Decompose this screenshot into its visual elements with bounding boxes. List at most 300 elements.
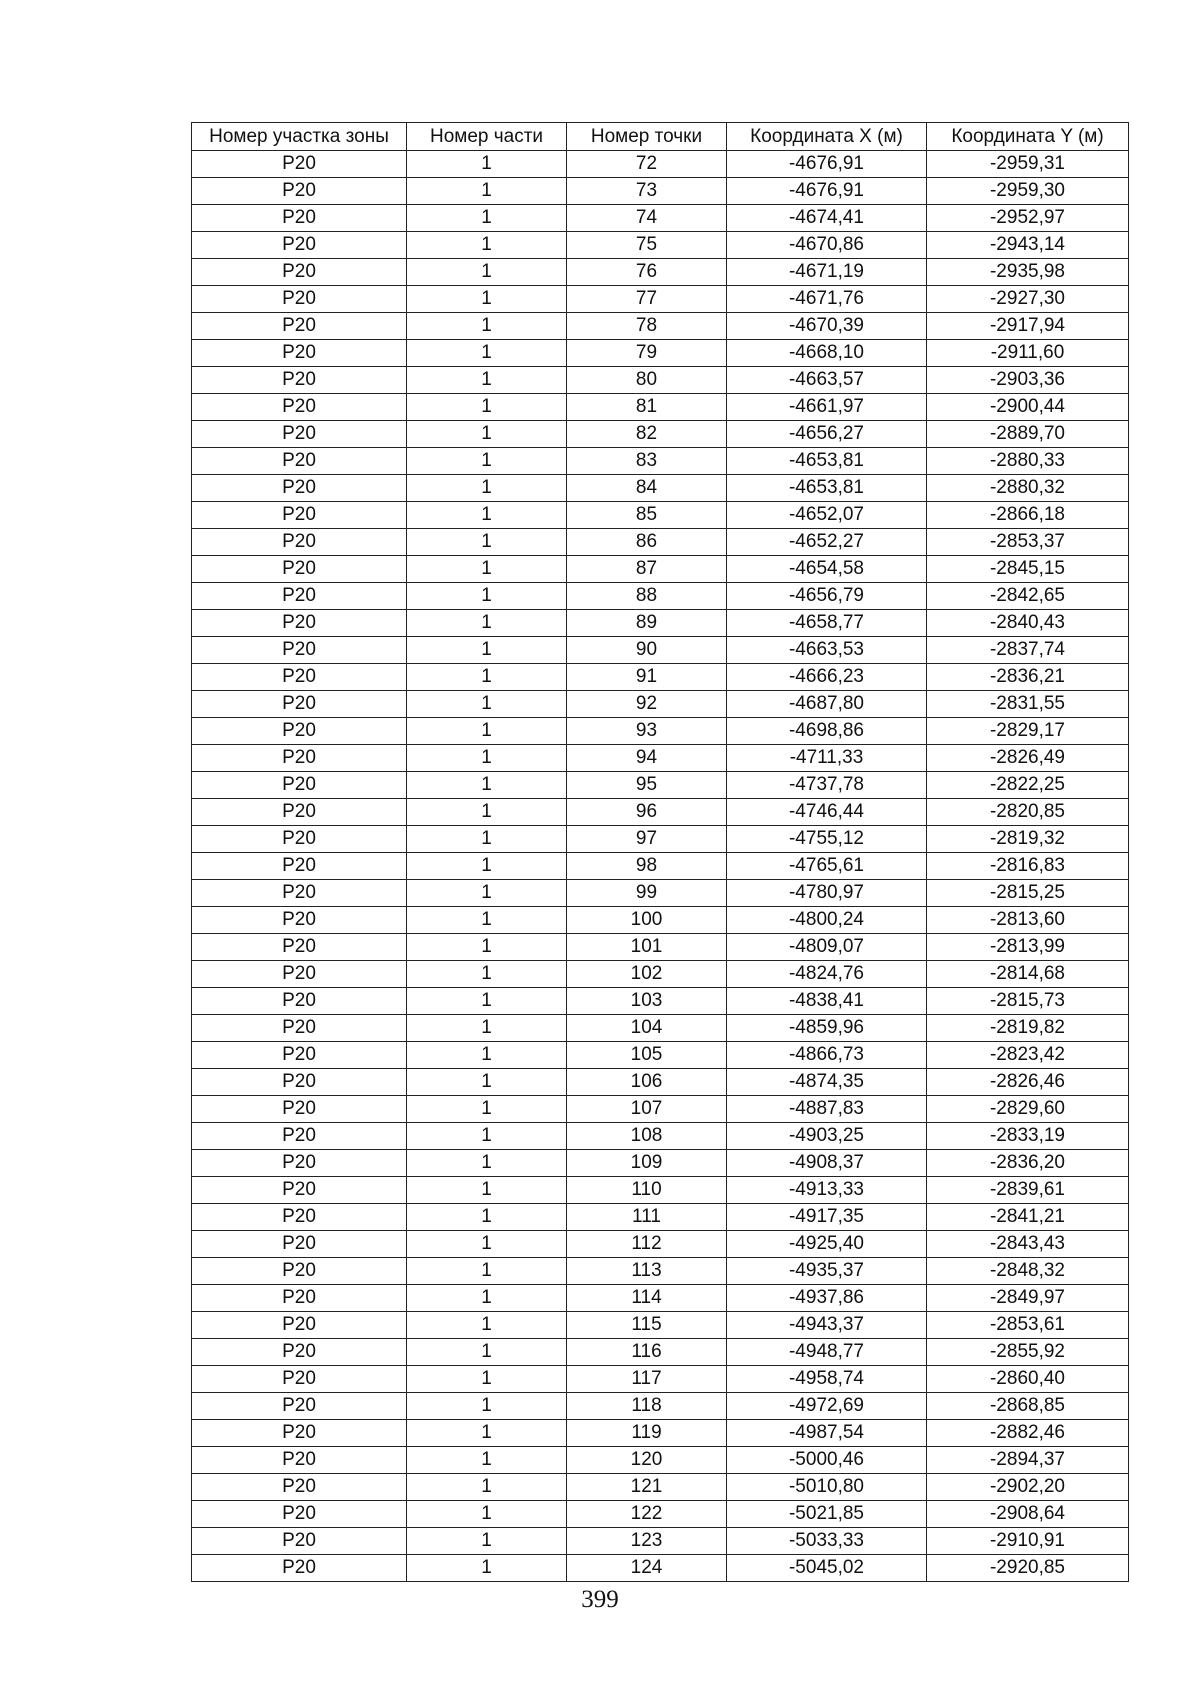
cell-point-number: 122 xyxy=(567,1501,727,1528)
cell-zone-section: Р20 xyxy=(192,232,407,259)
cell-zone-section: Р20 xyxy=(192,394,407,421)
table-row xyxy=(192,1177,1129,1204)
cell-coordinate-y: -2826,49 xyxy=(927,745,1129,772)
cell-zone-section: Р20 xyxy=(192,556,407,583)
cell-coordinate-y: -2840,43 xyxy=(927,610,1129,637)
coordinates-table xyxy=(191,122,1129,1582)
cell-point-number: 95 xyxy=(567,772,727,799)
cell-coordinate-x: -4687,80 xyxy=(727,691,927,718)
cell-coordinate-x: -4987,54 xyxy=(727,1420,927,1447)
table-row xyxy=(192,880,1129,907)
cell-coordinate-x: -4908,37 xyxy=(727,1150,927,1177)
cell-zone-section: Р20 xyxy=(192,1366,407,1393)
cell-zone-section: Р20 xyxy=(192,583,407,610)
cell-part-number: 1 xyxy=(407,1339,567,1366)
table-row xyxy=(192,178,1129,205)
table-row xyxy=(192,1258,1129,1285)
cell-part-number: 1 xyxy=(407,583,567,610)
cell-point-number: 109 xyxy=(567,1150,727,1177)
cell-coordinate-x: -4656,27 xyxy=(727,421,927,448)
table-row xyxy=(192,1447,1129,1474)
cell-coordinate-x: -4711,33 xyxy=(727,745,927,772)
table-row xyxy=(192,610,1129,637)
cell-zone-section: Р20 xyxy=(192,637,407,664)
cell-coordinate-y: -2900,44 xyxy=(927,394,1129,421)
cell-point-number: 120 xyxy=(567,1447,727,1474)
cell-point-number: 118 xyxy=(567,1393,727,1420)
cell-coordinate-y: -2920,85 xyxy=(927,1555,1129,1582)
cell-zone-section: Р20 xyxy=(192,1474,407,1501)
cell-point-number: 114 xyxy=(567,1285,727,1312)
cell-coordinate-y: -2860,40 xyxy=(927,1366,1129,1393)
cell-point-number: 124 xyxy=(567,1555,727,1582)
cell-point-number: 93 xyxy=(567,718,727,745)
cell-coordinate-x: -4903,25 xyxy=(727,1123,927,1150)
table-row xyxy=(192,826,1129,853)
cell-zone-section: Р20 xyxy=(192,961,407,988)
cell-part-number: 1 xyxy=(407,1204,567,1231)
cell-coordinate-y: -2911,60 xyxy=(927,340,1129,367)
cell-part-number: 1 xyxy=(407,502,567,529)
cell-part-number: 1 xyxy=(407,259,567,286)
cell-coordinate-y: -2833,19 xyxy=(927,1123,1129,1150)
table-header xyxy=(192,123,1129,151)
table-row xyxy=(192,772,1129,799)
table-row xyxy=(192,1393,1129,1420)
header-row xyxy=(192,123,1129,151)
cell-zone-section: Р20 xyxy=(192,664,407,691)
cell-coordinate-y: -2814,68 xyxy=(927,961,1129,988)
table-row xyxy=(192,745,1129,772)
cell-point-number: 91 xyxy=(567,664,727,691)
cell-point-number: 86 xyxy=(567,529,727,556)
cell-coordinate-x: -4676,91 xyxy=(727,178,927,205)
table-row xyxy=(192,394,1129,421)
cell-coordinate-y: -2815,73 xyxy=(927,988,1129,1015)
cell-coordinate-y: -2839,61 xyxy=(927,1177,1129,1204)
cell-zone-section: Р20 xyxy=(192,1015,407,1042)
cell-zone-section: Р20 xyxy=(192,529,407,556)
cell-zone-section: Р20 xyxy=(192,1123,407,1150)
cell-point-number: 113 xyxy=(567,1258,727,1285)
table-row xyxy=(192,853,1129,880)
cell-coordinate-y: -2843,43 xyxy=(927,1231,1129,1258)
cell-coordinate-y: -2952,97 xyxy=(927,205,1129,232)
cell-coordinate-x: -4765,61 xyxy=(727,853,927,880)
cell-part-number: 1 xyxy=(407,1501,567,1528)
table-row xyxy=(192,718,1129,745)
cell-part-number: 1 xyxy=(407,691,567,718)
cell-coordinate-x: -4663,57 xyxy=(727,367,927,394)
cell-point-number: 115 xyxy=(567,1312,727,1339)
cell-coordinate-y: -2889,70 xyxy=(927,421,1129,448)
cell-coordinate-y: -2815,25 xyxy=(927,880,1129,907)
cell-zone-section: Р20 xyxy=(192,745,407,772)
table-row xyxy=(192,934,1129,961)
cell-zone-section: Р20 xyxy=(192,205,407,232)
cell-coordinate-x: -5000,46 xyxy=(727,1447,927,1474)
cell-zone-section: Р20 xyxy=(192,1150,407,1177)
cell-coordinate-x: -4824,76 xyxy=(727,961,927,988)
cell-part-number: 1 xyxy=(407,1393,567,1420)
cell-coordinate-x: -4755,12 xyxy=(727,826,927,853)
cell-coordinate-x: -4935,37 xyxy=(727,1258,927,1285)
table-row xyxy=(192,637,1129,664)
cell-point-number: 84 xyxy=(567,475,727,502)
cell-zone-section: Р20 xyxy=(192,1177,407,1204)
cell-coordinate-x: -4652,27 xyxy=(727,529,927,556)
cell-part-number: 1 xyxy=(407,934,567,961)
cell-part-number: 1 xyxy=(407,1474,567,1501)
cell-zone-section: Р20 xyxy=(192,1042,407,1069)
table-row xyxy=(192,448,1129,475)
cell-zone-section: Р20 xyxy=(192,718,407,745)
cell-part-number: 1 xyxy=(407,880,567,907)
cell-part-number: 1 xyxy=(407,313,567,340)
table-row xyxy=(192,502,1129,529)
cell-zone-section: Р20 xyxy=(192,1258,407,1285)
cell-coordinate-y: -2908,64 xyxy=(927,1501,1129,1528)
table-body xyxy=(192,151,1129,1582)
cell-point-number: 88 xyxy=(567,583,727,610)
cell-part-number: 1 xyxy=(407,799,567,826)
table-row xyxy=(192,988,1129,1015)
cell-zone-section: Р20 xyxy=(192,907,407,934)
cell-coordinate-y: -2935,98 xyxy=(927,259,1129,286)
cell-point-number: 110 xyxy=(567,1177,727,1204)
cell-zone-section: Р20 xyxy=(192,1231,407,1258)
header-zone-section-number: Номер участка зоны xyxy=(192,123,407,151)
cell-part-number: 1 xyxy=(407,205,567,232)
cell-coordinate-x: -4671,19 xyxy=(727,259,927,286)
cell-coordinate-x: -4658,77 xyxy=(727,610,927,637)
table-row xyxy=(192,1069,1129,1096)
cell-coordinate-x: -4653,81 xyxy=(727,475,927,502)
cell-point-number: 99 xyxy=(567,880,727,907)
table-row xyxy=(192,475,1129,502)
cell-zone-section: Р20 xyxy=(192,1069,407,1096)
cell-coordinate-y: -2819,32 xyxy=(927,826,1129,853)
cell-coordinate-x: -4746,44 xyxy=(727,799,927,826)
cell-point-number: 100 xyxy=(567,907,727,934)
cell-point-number: 82 xyxy=(567,421,727,448)
cell-coordinate-y: -2813,99 xyxy=(927,934,1129,961)
header-coordinate-y: Координата Y (м) xyxy=(927,123,1129,151)
cell-coordinate-y: -2831,55 xyxy=(927,691,1129,718)
cell-coordinate-y: -2880,32 xyxy=(927,475,1129,502)
cell-coordinate-x: -4670,39 xyxy=(727,313,927,340)
table-row xyxy=(192,961,1129,988)
cell-part-number: 1 xyxy=(407,826,567,853)
cell-point-number: 89 xyxy=(567,610,727,637)
table-row xyxy=(192,205,1129,232)
cell-zone-section: Р20 xyxy=(192,691,407,718)
cell-part-number: 1 xyxy=(407,475,567,502)
cell-part-number: 1 xyxy=(407,151,567,178)
cell-point-number: 77 xyxy=(567,286,727,313)
cell-zone-section: Р20 xyxy=(192,934,407,961)
cell-point-number: 117 xyxy=(567,1366,727,1393)
cell-coordinate-y: -2845,15 xyxy=(927,556,1129,583)
cell-coordinate-y: -2837,74 xyxy=(927,637,1129,664)
cell-zone-section: Р20 xyxy=(192,286,407,313)
cell-coordinate-x: -4958,74 xyxy=(727,1366,927,1393)
cell-zone-section: Р20 xyxy=(192,880,407,907)
table-row xyxy=(192,421,1129,448)
cell-point-number: 97 xyxy=(567,826,727,853)
cell-part-number: 1 xyxy=(407,1285,567,1312)
cell-point-number: 121 xyxy=(567,1474,727,1501)
table-row xyxy=(192,799,1129,826)
table-row xyxy=(192,1204,1129,1231)
cell-point-number: 73 xyxy=(567,178,727,205)
cell-coordinate-x: -4917,35 xyxy=(727,1204,927,1231)
cell-coordinate-x: -4838,41 xyxy=(727,988,927,1015)
cell-coordinate-y: -2853,61 xyxy=(927,1312,1129,1339)
cell-part-number: 1 xyxy=(407,1447,567,1474)
cell-part-number: 1 xyxy=(407,1312,567,1339)
table-row xyxy=(192,232,1129,259)
table-row xyxy=(192,151,1129,178)
table-row xyxy=(192,664,1129,691)
cell-part-number: 1 xyxy=(407,1042,567,1069)
cell-coordinate-y: -2927,30 xyxy=(927,286,1129,313)
table-row xyxy=(192,259,1129,286)
table-row xyxy=(192,1501,1129,1528)
cell-point-number: 94 xyxy=(567,745,727,772)
cell-coordinate-x: -5010,80 xyxy=(727,1474,927,1501)
cell-point-number: 112 xyxy=(567,1231,727,1258)
cell-point-number: 72 xyxy=(567,151,727,178)
cell-part-number: 1 xyxy=(407,1420,567,1447)
cell-coordinate-x: -4809,07 xyxy=(727,934,927,961)
cell-coordinate-y: -2868,85 xyxy=(927,1393,1129,1420)
cell-coordinate-x: -4937,86 xyxy=(727,1285,927,1312)
cell-point-number: 102 xyxy=(567,961,727,988)
table-row xyxy=(192,340,1129,367)
cell-part-number: 1 xyxy=(407,907,567,934)
cell-zone-section: Р20 xyxy=(192,799,407,826)
cell-point-number: 75 xyxy=(567,232,727,259)
cell-part-number: 1 xyxy=(407,664,567,691)
cell-coordinate-y: -2829,60 xyxy=(927,1096,1129,1123)
cell-part-number: 1 xyxy=(407,1096,567,1123)
cell-point-number: 111 xyxy=(567,1204,727,1231)
cell-coordinate-y: -2820,85 xyxy=(927,799,1129,826)
table-row xyxy=(192,1312,1129,1339)
cell-coordinate-x: -4925,40 xyxy=(727,1231,927,1258)
cell-coordinate-y: -2853,37 xyxy=(927,529,1129,556)
cell-point-number: 76 xyxy=(567,259,727,286)
table-row xyxy=(192,1285,1129,1312)
cell-coordinate-y: -2819,82 xyxy=(927,1015,1129,1042)
cell-point-number: 80 xyxy=(567,367,727,394)
header-point-number: Номер точки xyxy=(567,123,727,151)
cell-part-number: 1 xyxy=(407,529,567,556)
cell-coordinate-x: -5045,02 xyxy=(727,1555,927,1582)
cell-coordinate-y: -2823,42 xyxy=(927,1042,1129,1069)
cell-part-number: 1 xyxy=(407,367,567,394)
cell-point-number: 116 xyxy=(567,1339,727,1366)
table-row xyxy=(192,367,1129,394)
cell-point-number: 101 xyxy=(567,934,727,961)
page-number: 399 xyxy=(581,1586,619,1613)
cell-part-number: 1 xyxy=(407,1528,567,1555)
cell-coordinate-x: -4671,76 xyxy=(727,286,927,313)
table-row xyxy=(192,1555,1129,1582)
cell-coordinate-y: -2959,31 xyxy=(927,151,1129,178)
table-row xyxy=(192,1528,1129,1555)
table-row xyxy=(192,286,1129,313)
cell-part-number: 1 xyxy=(407,448,567,475)
cell-coordinate-y: -2826,46 xyxy=(927,1069,1129,1096)
cell-coordinate-x: -4943,37 xyxy=(727,1312,927,1339)
cell-zone-section: Р20 xyxy=(192,1339,407,1366)
cell-part-number: 1 xyxy=(407,178,567,205)
table-row xyxy=(192,556,1129,583)
cell-zone-section: Р20 xyxy=(192,259,407,286)
cell-zone-section: Р20 xyxy=(192,1096,407,1123)
cell-part-number: 1 xyxy=(407,745,567,772)
cell-zone-section: Р20 xyxy=(192,1393,407,1420)
cell-zone-section: Р20 xyxy=(192,178,407,205)
cell-zone-section: Р20 xyxy=(192,1204,407,1231)
cell-coordinate-y: -2841,21 xyxy=(927,1204,1129,1231)
cell-coordinate-x: -4913,33 xyxy=(727,1177,927,1204)
cell-coordinate-y: -2903,36 xyxy=(927,367,1129,394)
cell-coordinate-y: -2894,37 xyxy=(927,1447,1129,1474)
cell-coordinate-y: -2943,14 xyxy=(927,232,1129,259)
cell-point-number: 79 xyxy=(567,340,727,367)
cell-coordinate-y: -2842,65 xyxy=(927,583,1129,610)
cell-part-number: 1 xyxy=(407,556,567,583)
cell-coordinate-y: -2849,97 xyxy=(927,1285,1129,1312)
cell-part-number: 1 xyxy=(407,1555,567,1582)
table-row xyxy=(192,313,1129,340)
table-row xyxy=(192,1042,1129,1069)
cell-part-number: 1 xyxy=(407,988,567,1015)
cell-coordinate-x: -4676,91 xyxy=(727,151,927,178)
cell-point-number: 106 xyxy=(567,1069,727,1096)
cell-coordinate-x: -4800,24 xyxy=(727,907,927,934)
cell-point-number: 107 xyxy=(567,1096,727,1123)
cell-part-number: 1 xyxy=(407,286,567,313)
cell-point-number: 108 xyxy=(567,1123,727,1150)
cell-coordinate-x: -4780,97 xyxy=(727,880,927,907)
cell-part-number: 1 xyxy=(407,853,567,880)
cell-zone-section: Р20 xyxy=(192,826,407,853)
cell-part-number: 1 xyxy=(407,1123,567,1150)
cell-zone-section: Р20 xyxy=(192,610,407,637)
cell-zone-section: Р20 xyxy=(192,1285,407,1312)
cell-coordinate-y: -2882,46 xyxy=(927,1420,1129,1447)
cell-zone-section: Р20 xyxy=(192,151,407,178)
cell-point-number: 119 xyxy=(567,1420,727,1447)
cell-coordinate-x: -4670,86 xyxy=(727,232,927,259)
cell-coordinate-x: -4859,96 xyxy=(727,1015,927,1042)
cell-coordinate-y: -2816,83 xyxy=(927,853,1129,880)
cell-part-number: 1 xyxy=(407,1069,567,1096)
cell-zone-section: Р20 xyxy=(192,1528,407,1555)
header-coordinate-x: Координата X (м) xyxy=(727,123,927,151)
table-row xyxy=(192,1339,1129,1366)
cell-coordinate-x: -4654,58 xyxy=(727,556,927,583)
cell-point-number: 92 xyxy=(567,691,727,718)
cell-point-number: 81 xyxy=(567,394,727,421)
cell-zone-section: Р20 xyxy=(192,367,407,394)
cell-part-number: 1 xyxy=(407,1231,567,1258)
cell-coordinate-x: -4972,69 xyxy=(727,1393,927,1420)
cell-point-number: 90 xyxy=(567,637,727,664)
cell-coordinate-x: -4663,53 xyxy=(727,637,927,664)
cell-coordinate-x: -4666,23 xyxy=(727,664,927,691)
cell-part-number: 1 xyxy=(407,232,567,259)
cell-part-number: 1 xyxy=(407,1015,567,1042)
table-row xyxy=(192,1366,1129,1393)
table-row xyxy=(192,1474,1129,1501)
cell-coordinate-x: -4866,73 xyxy=(727,1042,927,1069)
cell-zone-section: Р20 xyxy=(192,448,407,475)
table-row xyxy=(192,691,1129,718)
cell-coordinate-x: -4948,77 xyxy=(727,1339,927,1366)
cell-point-number: 104 xyxy=(567,1015,727,1042)
cell-zone-section: Р20 xyxy=(192,421,407,448)
cell-point-number: 98 xyxy=(567,853,727,880)
cell-part-number: 1 xyxy=(407,610,567,637)
cell-coordinate-y: -2813,60 xyxy=(927,907,1129,934)
cell-zone-section: Р20 xyxy=(192,1420,407,1447)
cell-coordinate-y: -2959,30 xyxy=(927,178,1129,205)
cell-coordinate-x: -5021,85 xyxy=(727,1501,927,1528)
cell-point-number: 103 xyxy=(567,988,727,1015)
cell-point-number: 87 xyxy=(567,556,727,583)
cell-coordinate-y: -2822,25 xyxy=(927,772,1129,799)
cell-point-number: 85 xyxy=(567,502,727,529)
table-row xyxy=(192,1123,1129,1150)
table-row xyxy=(192,1015,1129,1042)
cell-coordinate-y: -2902,20 xyxy=(927,1474,1129,1501)
cell-coordinate-x: -4656,79 xyxy=(727,583,927,610)
cell-point-number: 83 xyxy=(567,448,727,475)
table-row xyxy=(192,1150,1129,1177)
cell-coordinate-x: -4737,78 xyxy=(727,772,927,799)
cell-zone-section: Р20 xyxy=(192,313,407,340)
cell-part-number: 1 xyxy=(407,394,567,421)
cell-coordinate-y: -2866,18 xyxy=(927,502,1129,529)
cell-coordinate-y: -2836,21 xyxy=(927,664,1129,691)
cell-part-number: 1 xyxy=(407,1258,567,1285)
cell-point-number: 78 xyxy=(567,313,727,340)
cell-zone-section: Р20 xyxy=(192,772,407,799)
cell-part-number: 1 xyxy=(407,421,567,448)
cell-point-number: 74 xyxy=(567,205,727,232)
cell-point-number: 105 xyxy=(567,1042,727,1069)
table-row xyxy=(192,583,1129,610)
table-row xyxy=(192,1420,1129,1447)
cell-point-number: 96 xyxy=(567,799,727,826)
cell-zone-section: Р20 xyxy=(192,340,407,367)
header-part-number: Номер части xyxy=(407,123,567,151)
cell-zone-section: Р20 xyxy=(192,988,407,1015)
cell-zone-section: Р20 xyxy=(192,502,407,529)
cell-coordinate-x: -4661,97 xyxy=(727,394,927,421)
cell-coordinate-y: -2917,94 xyxy=(927,313,1129,340)
cell-part-number: 1 xyxy=(407,772,567,799)
cell-coordinate-x: -4668,10 xyxy=(727,340,927,367)
cell-coordinate-y: -2910,91 xyxy=(927,1528,1129,1555)
cell-part-number: 1 xyxy=(407,340,567,367)
cell-part-number: 1 xyxy=(407,1366,567,1393)
